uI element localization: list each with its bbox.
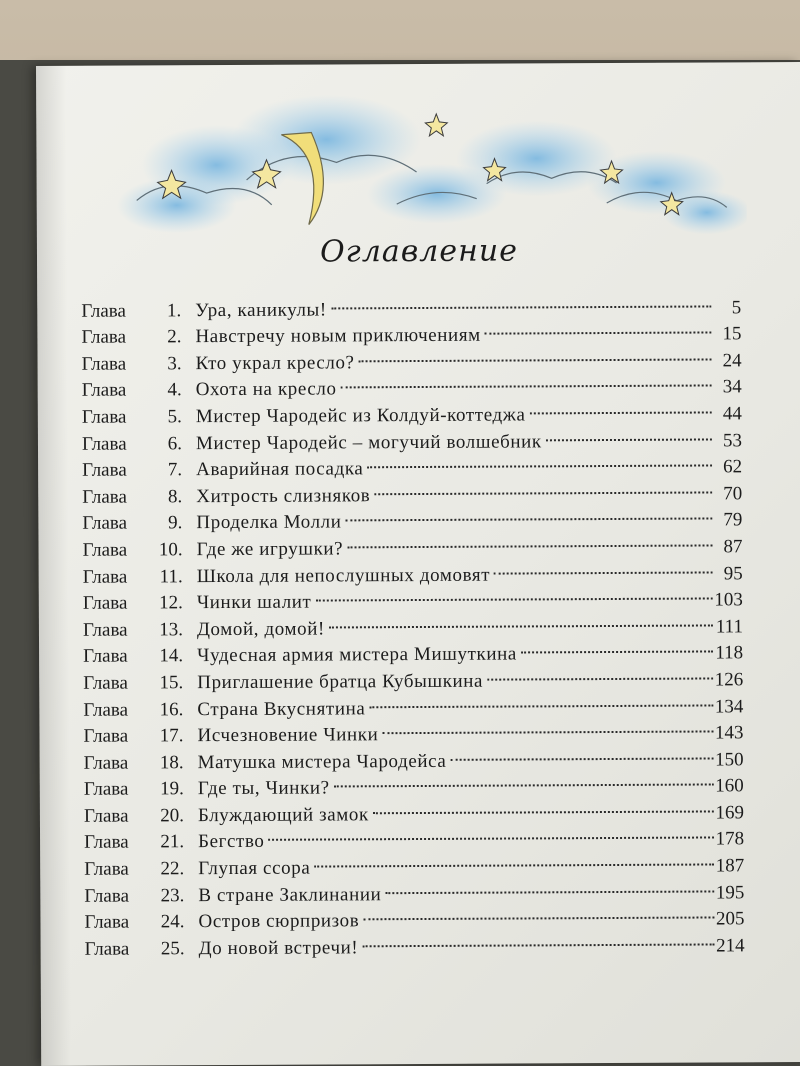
chapter-title: Хитрость слизняков <box>196 485 371 507</box>
page-number: 15 <box>722 323 742 345</box>
chapter-label: Глава <box>83 672 128 694</box>
chapter-label: Глава <box>83 699 129 721</box>
chapter-label: Глава <box>81 353 127 375</box>
chapter-title: Чинки шалит <box>196 591 312 614</box>
leader-dots <box>369 685 713 713</box>
page-number: 118 <box>715 642 744 664</box>
leader-dots <box>314 845 714 874</box>
chapter-number: 21. <box>160 831 185 853</box>
chapter-number: 14. <box>159 645 184 667</box>
leader-dots <box>329 606 713 635</box>
page-number: 187 <box>715 855 745 877</box>
chapter-label: Глава <box>82 619 128 641</box>
page-number: 160 <box>715 775 744 797</box>
chapter-number: 1. <box>166 299 182 321</box>
chapter-title: Охота на кресло <box>195 378 337 401</box>
page-number: 103 <box>714 589 743 611</box>
chapter-number: 10. <box>158 539 183 561</box>
chapter-number: 2. <box>167 326 182 348</box>
leader-dots <box>345 499 712 528</box>
chapter-number: 3. <box>167 353 182 375</box>
page-number: 5 <box>731 296 742 318</box>
page-number: 34 <box>722 376 742 398</box>
spine-shadow <box>36 66 71 1066</box>
chapter-number: 23. <box>160 884 185 907</box>
leader-dots <box>529 393 711 421</box>
chapter-title: До новой встречи! <box>198 937 359 960</box>
chapter-label: Глава <box>82 486 127 508</box>
chapter-title: Школа для непослушных домовят <box>196 564 491 587</box>
chapter-label: Глава <box>82 592 128 614</box>
leader-dots <box>450 739 713 767</box>
leader-dots <box>362 925 714 953</box>
leader-dots <box>268 818 714 847</box>
leader-dots <box>358 340 711 368</box>
leader-dots <box>367 446 712 474</box>
leader-dots <box>334 765 714 794</box>
leader-dots <box>373 792 714 820</box>
leader-dots <box>485 313 712 341</box>
chapter-number: 13. <box>159 618 184 641</box>
page-number: 169 <box>715 802 744 824</box>
chapter-title: Навстречу новым приключениям <box>195 324 481 348</box>
chapter-title: Чудесная армия мистера Мишуткина <box>197 643 517 667</box>
chapter-number: 9. <box>168 512 183 534</box>
chapter-title: Где же игрушки? <box>196 538 344 561</box>
leader-dots <box>315 579 713 608</box>
chapter-label: Глава <box>83 725 129 747</box>
leader-dots <box>382 712 713 740</box>
chapter-number: 12. <box>159 592 183 614</box>
leader-dots <box>521 632 713 660</box>
clouds <box>116 92 747 237</box>
page-number: 126 <box>714 669 744 691</box>
chapter-label: Глава <box>84 911 130 934</box>
chapter-number: 5. <box>167 406 182 428</box>
chapter-title: Исчезновение Чинки <box>197 724 379 747</box>
chapter-label: Глава <box>82 539 128 561</box>
chapter-label: Глава <box>83 778 129 801</box>
chapter-number: 7. <box>167 459 183 481</box>
chapter-label: Глава <box>84 858 129 880</box>
book-page <box>36 62 800 1066</box>
chapter-label: Глава <box>81 300 126 322</box>
table-of-contents <box>81 286 745 960</box>
page-number: 79 <box>723 509 743 531</box>
leader-dots <box>363 898 714 926</box>
page-number: 178 <box>715 828 745 850</box>
page-number: 143 <box>714 722 744 744</box>
chapter-number: 8. <box>167 485 183 508</box>
chapter-title: Проделка Молли <box>196 511 342 534</box>
chapter-label: Глава <box>81 433 127 455</box>
chapter-label: Глава <box>81 379 127 402</box>
leader-dots <box>385 872 714 900</box>
page-number: 24 <box>722 350 742 372</box>
chapter-title: Домой, домой! <box>196 618 325 640</box>
chapter-label: Глава <box>84 938 130 960</box>
chapter-number: 4. <box>167 379 182 401</box>
page-number: 53 <box>722 429 743 451</box>
chapter-number: 17. <box>159 725 184 747</box>
chapter-number: 16. <box>159 698 184 720</box>
chapter-title: Где ты, Чинки? <box>197 777 330 800</box>
chapter-title: Приглашение братца Кубышкина <box>197 670 484 694</box>
page-number: 44 <box>722 403 742 425</box>
chapter-label: Глава <box>82 512 128 535</box>
chapter-title: В стране Заклинании <box>198 883 382 906</box>
chapter-label: Глава <box>81 326 127 348</box>
page-number: 87 <box>723 536 743 558</box>
chapter-number: 22. <box>160 858 185 880</box>
page-number: 195 <box>715 881 745 904</box>
chapter-title: Блуждающий замок <box>197 804 369 827</box>
chapter-title: Остров сюрпризов <box>198 910 360 933</box>
night-sky-illustration <box>96 82 747 255</box>
toc-entry <box>81 286 742 322</box>
chapter-label: Глава <box>83 752 129 774</box>
chapter-label: Глава <box>81 406 127 428</box>
chapter-number: 6. <box>167 432 183 454</box>
page-number: 150 <box>715 748 744 771</box>
page-number: 214 <box>716 935 745 957</box>
chapter-number: 19. <box>159 778 184 800</box>
chapter-label: Глава <box>82 459 127 481</box>
chapter-title: Мистер Чародейс из Колдуй-коттеджа <box>195 404 526 428</box>
chapter-label: Глава <box>83 805 129 827</box>
page-number: 205 <box>715 908 745 930</box>
chapter-label: Глава <box>84 831 129 854</box>
leader-dots <box>331 286 712 315</box>
page-number: 134 <box>714 695 744 717</box>
leader-dots <box>546 419 712 446</box>
chapter-label: Глава <box>84 885 130 907</box>
chapter-title: Бегство <box>198 831 265 853</box>
page-number: 95 <box>723 562 743 584</box>
chapter-number: 24. <box>160 911 185 933</box>
page-title: Оглавление <box>319 233 519 270</box>
chapter-label: Глава <box>82 566 128 588</box>
leader-dots <box>487 659 713 687</box>
chapter-title: Мистер Чародейс – могучий волшебник <box>195 430 542 454</box>
page-number: 111 <box>715 616 743 638</box>
chapter-title: Кто украл кресло? <box>195 352 355 374</box>
page-number: 70 <box>723 483 743 505</box>
chapter-title: Глупая ссора <box>198 857 311 880</box>
chapter-number: 20. <box>160 805 184 827</box>
chapter-title: Аварийная посадка <box>196 458 364 481</box>
chapter-number: 15. <box>159 672 184 694</box>
chapter-title: Ура, каникулы! <box>195 299 327 321</box>
leader-dots <box>494 552 713 580</box>
star-icon <box>425 114 447 136</box>
chapter-number: 11. <box>159 565 183 587</box>
page-number: 62 <box>723 456 743 478</box>
leader-dots <box>340 366 711 395</box>
chapter-number: 25. <box>160 938 185 960</box>
leader-dots <box>347 526 712 555</box>
chapter-title: Страна Вкуснятина <box>197 697 366 720</box>
chapter-number: 18. <box>159 751 184 774</box>
chapter-label: Глава <box>83 645 128 668</box>
leader-dots <box>374 473 712 501</box>
chapter-title: Матушка мистера Чародейса <box>197 750 447 773</box>
